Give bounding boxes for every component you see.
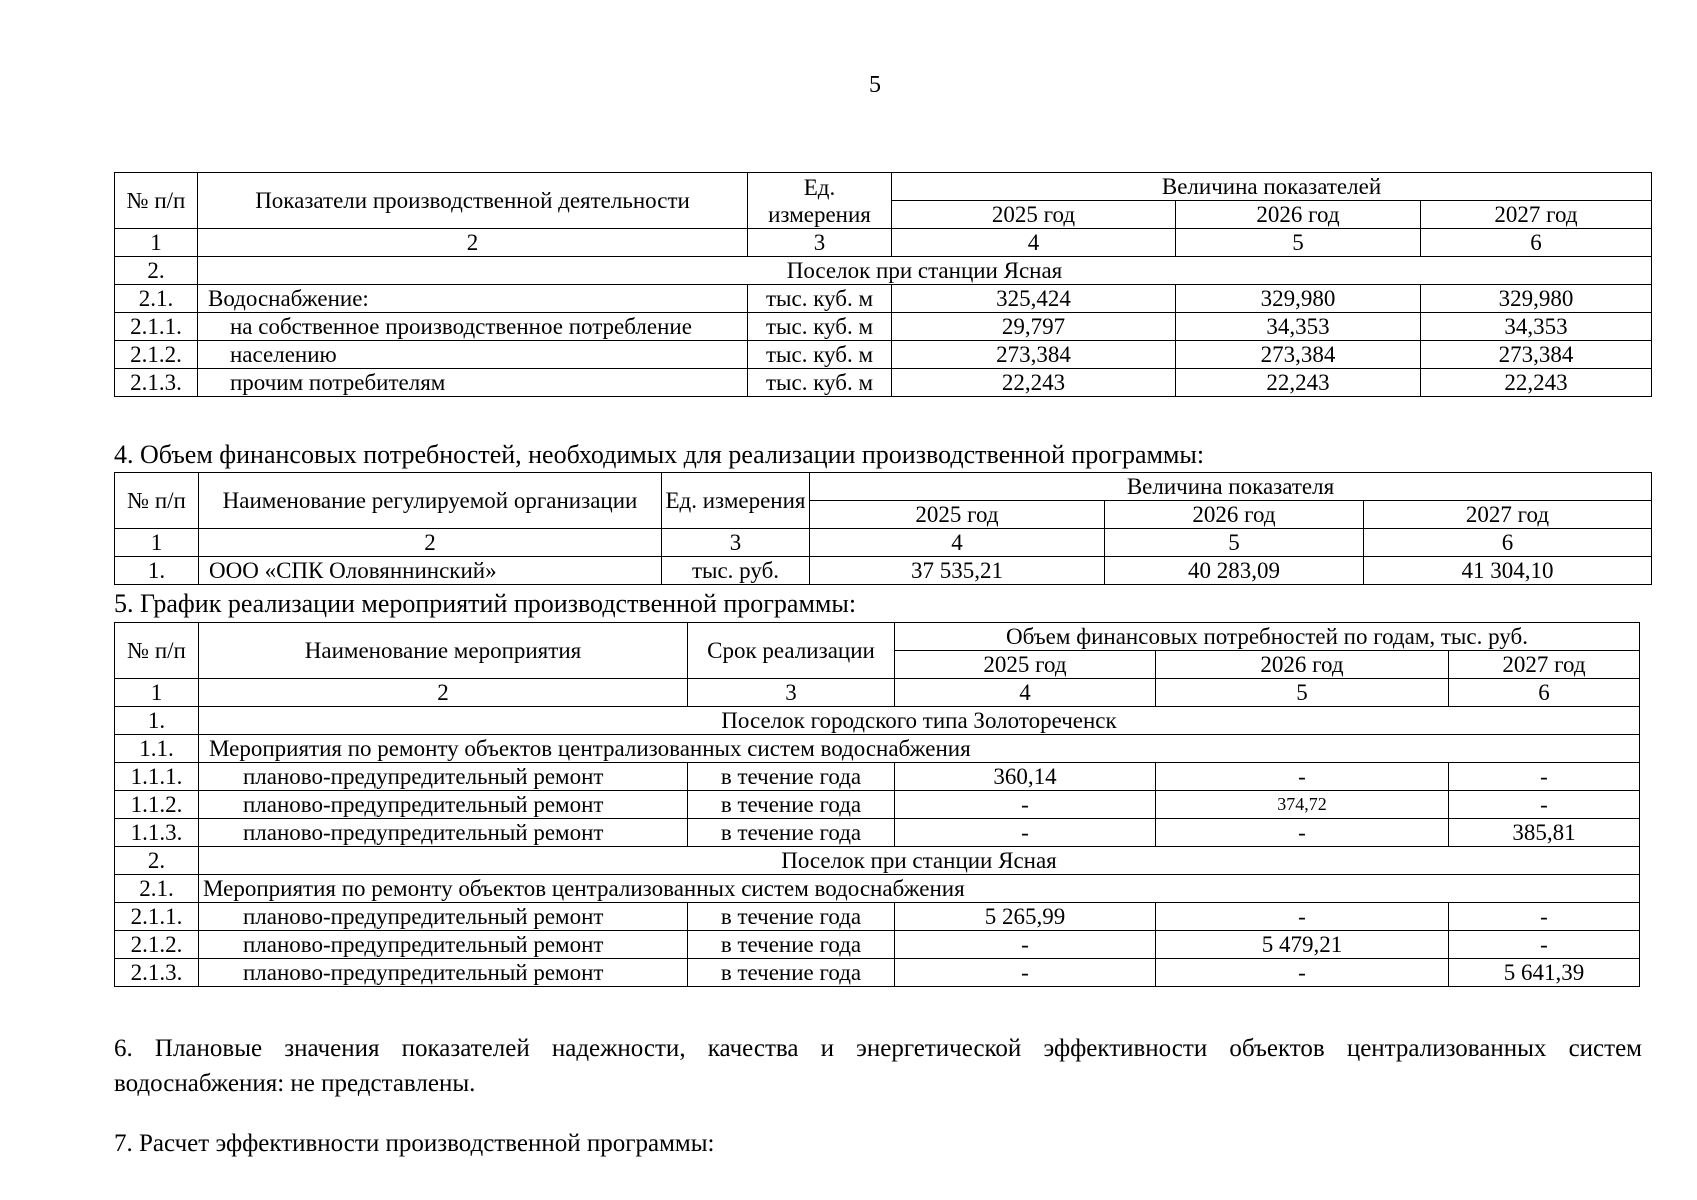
row-value-2027: 5 641,39 xyxy=(1449,959,1640,987)
row-num: 1.1.3. xyxy=(115,819,199,847)
column-number: 5 xyxy=(1105,529,1364,557)
table-row xyxy=(115,285,1652,313)
header-year: 2025 год xyxy=(892,201,1176,229)
table-row xyxy=(115,763,1640,791)
column-number: 6 xyxy=(1364,529,1652,557)
row-num: 1. xyxy=(115,557,199,585)
row-value-2027: - xyxy=(1449,763,1640,791)
row-num: 2.1.1. xyxy=(115,313,198,341)
row-num: 2.1.2. xyxy=(115,341,198,369)
row-value-2027: 34,353 xyxy=(1421,313,1652,341)
row-num: 2.1.3. xyxy=(115,369,198,397)
section5-heading: 5. График реализации мероприятий производственной программы: xyxy=(114,589,857,618)
header-year: 2025 год xyxy=(895,651,1156,679)
column-number: 2 xyxy=(198,229,748,257)
row-value-2027: - xyxy=(1449,931,1640,959)
row-value-2027: 273,384 xyxy=(1421,341,1652,369)
row-value-2026: - xyxy=(1156,819,1449,847)
row-value-2025: 325,424 xyxy=(892,285,1176,313)
header-year: 2026 год xyxy=(1156,651,1449,679)
row-org: ООО «СПК Оловяннинский» xyxy=(199,557,662,585)
column-number-row xyxy=(115,229,1652,257)
row-name: планово-предупредительный ремонт xyxy=(199,819,688,847)
row-value-2027: - xyxy=(1449,791,1640,819)
header-year: 2027 год xyxy=(1449,651,1640,679)
financial-needs-table xyxy=(114,472,1652,585)
column-number-row xyxy=(115,529,1652,557)
header-unit: Ед. измерения xyxy=(662,473,810,529)
row-name: планово-предупредительный ремонт xyxy=(199,903,688,931)
header-year: 2026 год xyxy=(1176,201,1421,229)
row-value-2026: - xyxy=(1156,903,1449,931)
row-value-2027: - xyxy=(1449,903,1640,931)
section4-heading: 4. Объем финансовых потребностей, необходимых для реализации производственной программы: xyxy=(114,440,1205,469)
row-num: 2.1.3. xyxy=(115,959,199,987)
row-value-2026: 273,384 xyxy=(1176,341,1421,369)
row-value-2026: - xyxy=(1156,959,1449,987)
column-number: 4 xyxy=(892,229,1176,257)
row-name: прочим потребителям xyxy=(198,369,748,397)
header-indicator: Показатели производственной деятельности xyxy=(198,173,748,229)
column-number: 3 xyxy=(748,229,892,257)
column-number: 4 xyxy=(895,679,1156,707)
header-name: Наименование мероприятия xyxy=(199,623,688,679)
row-value-2025: - xyxy=(895,959,1156,987)
row-name: планово-предупредительный ремонт xyxy=(199,763,688,791)
column-number: 6 xyxy=(1421,229,1652,257)
row-term: в течение года xyxy=(688,763,895,791)
table-row xyxy=(115,931,1640,959)
section-row xyxy=(115,847,1640,875)
section-num: 1. xyxy=(115,707,199,735)
section-row xyxy=(115,257,1652,285)
row-value-2025: 29,797 xyxy=(892,313,1176,341)
header-year: 2027 год xyxy=(1421,201,1652,229)
row-value-2026: 40 283,09 xyxy=(1105,557,1364,585)
section-title: Поселок при станции Ясная xyxy=(199,847,1640,875)
column-number: 5 xyxy=(1176,229,1421,257)
column-number: 1 xyxy=(115,679,199,707)
table-header-row xyxy=(115,173,1652,201)
subsection-num: 2.1. xyxy=(115,875,199,903)
row-value-2026: 22,243 xyxy=(1176,369,1421,397)
header-org: Наименование регулируемой организации xyxy=(199,473,662,529)
column-number: 3 xyxy=(662,529,810,557)
row-name: планово-предупредительный ремонт xyxy=(199,959,688,987)
row-value-2025: 22,243 xyxy=(892,369,1176,397)
row-value-2025: 360,14 xyxy=(895,763,1156,791)
row-name: планово-предупредительный ремонт xyxy=(199,791,688,819)
row-name: населению xyxy=(198,341,748,369)
table-row xyxy=(115,819,1640,847)
row-value-2025: - xyxy=(895,791,1156,819)
column-number-row xyxy=(115,679,1640,707)
row-unit: тыс. куб. м xyxy=(748,369,892,397)
row-value-2026: 374,72 xyxy=(1156,791,1449,819)
table-row xyxy=(115,557,1652,585)
subsection-row xyxy=(115,875,1640,903)
row-term: в течение года xyxy=(688,903,895,931)
column-number: 5 xyxy=(1156,679,1449,707)
section-title: Поселок при станции Ясная xyxy=(198,257,1652,285)
row-name: на собственное производственное потребление xyxy=(198,313,748,341)
table-row xyxy=(115,341,1652,369)
column-number: 6 xyxy=(1449,679,1640,707)
row-value-2027: 385,81 xyxy=(1449,819,1640,847)
row-value-2025: 37 535,21 xyxy=(810,557,1105,585)
column-number: 3 xyxy=(688,679,895,707)
section6-paragraph: 6. Плановые значения показателей надежности, качества и энергетической эффективности объектов централизованных систем водоснабжения: не представлены. xyxy=(114,1035,1642,1097)
table-row xyxy=(115,903,1640,931)
schedule-table xyxy=(114,622,1640,987)
row-num: 2.1.2. xyxy=(115,931,199,959)
column-number: 1 xyxy=(115,529,199,557)
row-value-2026: - xyxy=(1156,763,1449,791)
page-number: 5 xyxy=(869,72,881,98)
column-number: 1 xyxy=(115,229,198,257)
row-value-2027: 41 304,10 xyxy=(1364,557,1652,585)
table-header-row xyxy=(115,473,1652,501)
row-value-2025: - xyxy=(895,819,1156,847)
row-term: в течение года xyxy=(688,791,895,819)
row-term: в течение года xyxy=(688,931,895,959)
row-value-2025: 5 265,99 xyxy=(895,903,1156,931)
row-unit: тыс. куб. м xyxy=(748,341,892,369)
column-number: 2 xyxy=(199,529,662,557)
subsection-num: 1.1. xyxy=(115,735,199,763)
row-value-2025: 273,384 xyxy=(892,341,1176,369)
row-num: 1.1.2. xyxy=(115,791,199,819)
row-unit: тыс. руб. xyxy=(662,557,810,585)
header-year: 2027 год xyxy=(1364,501,1652,529)
table-row xyxy=(115,959,1640,987)
row-unit: тыс. куб. м xyxy=(748,313,892,341)
column-number: 2 xyxy=(199,679,688,707)
table-row xyxy=(115,369,1652,397)
header-values-group: Величина показателей xyxy=(892,173,1652,201)
row-value-2027: 329,980 xyxy=(1421,285,1652,313)
table-row xyxy=(115,791,1640,819)
row-term: в течение года xyxy=(688,959,895,987)
header-values-group: Объем финансовых потребностей по годам, тыс. руб. xyxy=(895,623,1640,651)
table-header-row xyxy=(115,623,1640,651)
header-num: № п/п xyxy=(115,623,199,679)
row-value-2026: 329,980 xyxy=(1176,285,1421,313)
row-num: 2.1. xyxy=(115,285,198,313)
section-row xyxy=(115,707,1640,735)
header-year: 2025 год xyxy=(810,501,1105,529)
column-number: 4 xyxy=(810,529,1105,557)
section-num: 2. xyxy=(115,847,199,875)
subsection-title: Мероприятия по ремонту объектов централизованных систем водоснабжения xyxy=(199,875,1640,903)
header-values-group: Величина показателя xyxy=(810,473,1652,501)
row-value-2026: 5 479,21 xyxy=(1156,931,1449,959)
header-num: № п/п xyxy=(115,173,198,229)
production-indicators-table xyxy=(114,172,1652,397)
row-value-2025: - xyxy=(895,931,1156,959)
table-row xyxy=(115,313,1652,341)
row-name: планово-предупредительный ремонт xyxy=(199,931,688,959)
header-num: № п/п xyxy=(115,473,199,529)
row-term: в течение года xyxy=(688,819,895,847)
header-year: 2026 год xyxy=(1105,501,1364,529)
subsection-title: Мероприятия по ремонту объектов централизованных систем водоснабжения xyxy=(199,735,1640,763)
row-value-2026: 34,353 xyxy=(1176,313,1421,341)
row-value-2027: 22,243 xyxy=(1421,369,1652,397)
subsection-row xyxy=(115,735,1640,763)
row-unit: тыс. куб. м xyxy=(748,285,892,313)
row-num: 1.1.1. xyxy=(115,763,199,791)
section7-heading: 7. Расчет эффективности производственной программы: xyxy=(114,1130,715,1157)
row-name: Водоснабжение: xyxy=(198,285,748,313)
section-num: 2. xyxy=(115,257,198,285)
row-num: 2.1.1. xyxy=(115,903,199,931)
section-title: Поселок городского типа Золотореченск xyxy=(199,707,1640,735)
header-term: Срок реализации xyxy=(688,623,895,679)
header-unit: Ед. измерения xyxy=(748,173,892,229)
